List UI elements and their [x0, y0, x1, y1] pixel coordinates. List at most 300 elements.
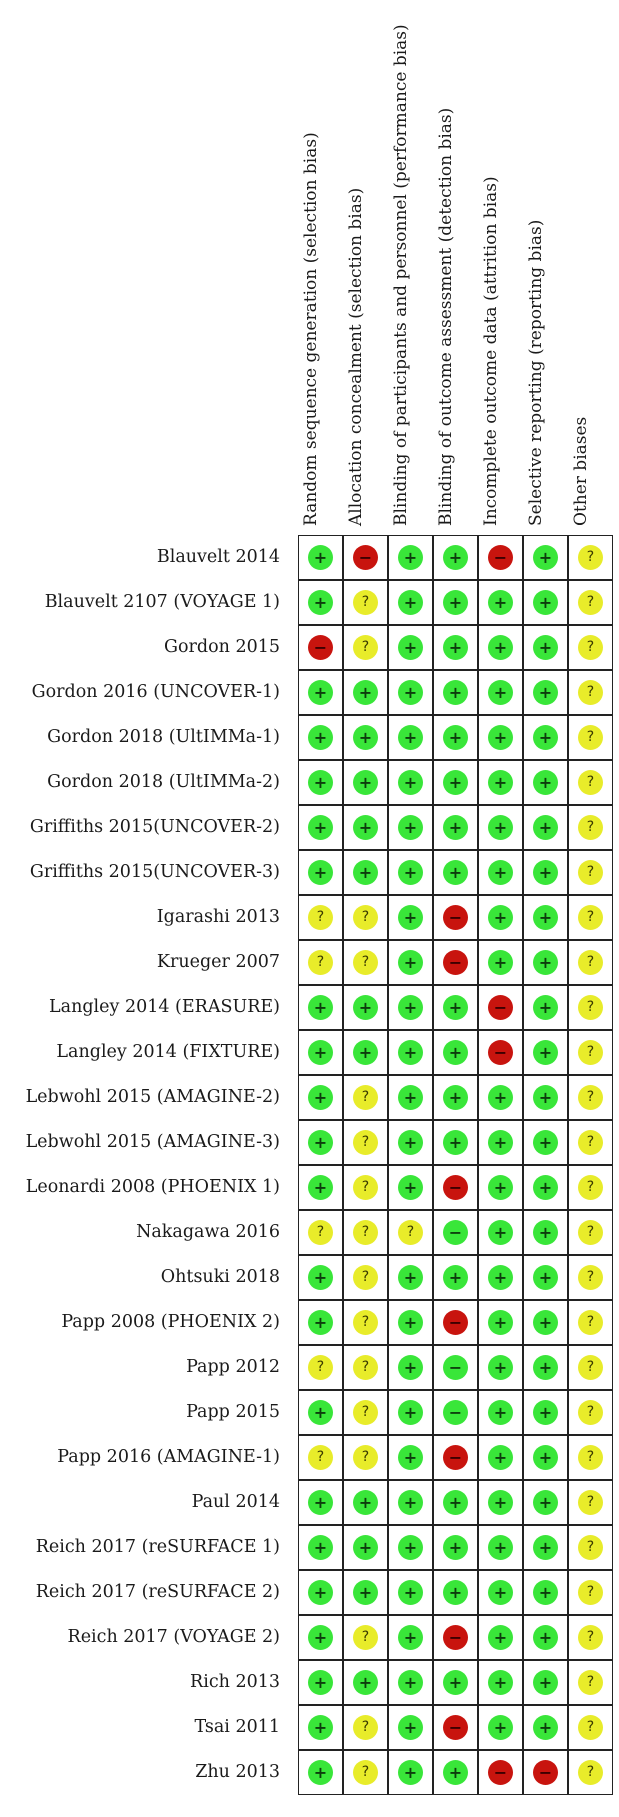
study-row — [0, 1660, 619, 1705]
column-header — [388, 0, 433, 532]
unclear-risk-icon: ? — [353, 1265, 378, 1290]
unclear-risk-icon: ? — [353, 1220, 378, 1245]
column-header — [298, 0, 343, 532]
low-risk-icon: + — [488, 1445, 513, 1470]
low-risk-icon: + — [488, 1535, 513, 1560]
rating-cell — [568, 715, 613, 760]
low-risk-icon: + — [443, 1265, 468, 1290]
low-risk-icon: + — [488, 1265, 513, 1290]
unclear-risk-icon: ? — [398, 1220, 423, 1245]
low-risk-icon: + — [533, 770, 558, 795]
rating-cell — [478, 1525, 523, 1570]
rating-cell — [523, 715, 568, 760]
rating-cell — [298, 1300, 343, 1345]
rating-cell — [343, 1300, 388, 1345]
low-risk-icon: + — [488, 1400, 513, 1425]
unclear-risk-icon: ? — [308, 1355, 333, 1380]
rating-cell — [568, 1615, 613, 1660]
rating-cell — [298, 625, 343, 670]
rating-cell — [568, 1390, 613, 1435]
low-risk-icon: + — [398, 1670, 423, 1695]
low-risk-icon: + — [488, 680, 513, 705]
low-risk-icon: + — [398, 1265, 423, 1290]
rating-cell — [568, 1750, 613, 1795]
unclear-risk-icon: ? — [578, 1040, 603, 1065]
rating-cell — [388, 1255, 433, 1300]
study-row — [0, 1165, 619, 1210]
rating-cell — [523, 535, 568, 580]
unclear-risk-icon: ? — [353, 635, 378, 660]
study-row — [0, 850, 619, 895]
high-risk-icon: − — [488, 545, 513, 570]
low-risk-icon: + — [398, 635, 423, 660]
rating-cell — [388, 1480, 433, 1525]
low-risk-icon: + — [353, 725, 378, 750]
study-label: Papp 2015 — [186, 1402, 280, 1422]
rating-cell — [523, 760, 568, 805]
rating-cell — [433, 1660, 478, 1705]
rating-cell — [568, 1030, 613, 1075]
low-risk-icon: + — [398, 1310, 423, 1335]
study-label: Leonardi 2008 (PHOENIX 1) — [25, 1177, 280, 1197]
rating-cell — [478, 1210, 523, 1255]
rating-cell — [388, 1300, 433, 1345]
low-risk-icon: + — [308, 995, 333, 1020]
study-label: Langley 2014 (FIXTURE) — [56, 1042, 280, 1062]
study-label: Papp 2008 (PHOENIX 2) — [61, 1312, 280, 1332]
rating-cell — [478, 1120, 523, 1165]
study-row — [0, 1525, 619, 1570]
rating-cell — [433, 1165, 478, 1210]
low-risk-icon: + — [488, 770, 513, 795]
rating-cell — [523, 580, 568, 625]
unclear-risk-icon: ? — [578, 1355, 603, 1380]
low-risk-icon: + — [308, 1310, 333, 1335]
rating-cell — [343, 580, 388, 625]
column-headers — [298, 0, 605, 532]
low-risk-icon: + — [533, 590, 558, 615]
low-risk-icon: + — [353, 1670, 378, 1695]
study-label: Papp 2012 — [186, 1357, 280, 1377]
rating-cell — [568, 1075, 613, 1120]
rating-cell — [568, 760, 613, 805]
low-risk-icon: + — [488, 590, 513, 615]
low-risk-icon: + — [398, 1490, 423, 1515]
unclear-risk-icon: ? — [578, 1445, 603, 1470]
low-risk-icon: + — [533, 1625, 558, 1650]
low-risk-icon: + — [488, 725, 513, 750]
low-risk-icon: + — [308, 590, 333, 615]
rating-cell — [568, 1165, 613, 1210]
rating-cell — [523, 1570, 568, 1615]
rating-cell — [478, 1615, 523, 1660]
study-label: Rich 2013 — [190, 1672, 280, 1692]
low-risk-icon: + — [443, 860, 468, 885]
low-risk-icon: + — [488, 860, 513, 885]
study-label: Reich 2017 (reSURFACE 2) — [35, 1582, 280, 1602]
low-risk-icon: + — [398, 995, 423, 1020]
rating-cell — [298, 985, 343, 1030]
low-risk-icon: + — [533, 1265, 558, 1290]
rating-cell — [568, 1525, 613, 1570]
rating-cell — [433, 1075, 478, 1120]
study-label: Gordon 2016 (UNCOVER-1) — [31, 682, 280, 702]
unclear-risk-icon: ? — [353, 1715, 378, 1740]
rating-cell — [298, 1660, 343, 1705]
study-row — [0, 1750, 619, 1795]
rating-cell — [523, 1480, 568, 1525]
low-risk-icon: + — [488, 1625, 513, 1650]
study-label: Gordon 2018 (UltIMMa-1) — [47, 727, 280, 747]
rating-cell — [388, 1435, 433, 1480]
low-risk-icon: + — [488, 1085, 513, 1110]
unclear-risk-icon: ? — [308, 1220, 333, 1245]
rating-cell — [478, 850, 523, 895]
rating-cell — [433, 580, 478, 625]
rating-cell — [478, 1390, 523, 1435]
rating-cell — [388, 715, 433, 760]
rating-cell — [478, 985, 523, 1030]
study-label: Tsai 2011 — [194, 1717, 280, 1737]
rating-cell — [523, 940, 568, 985]
rating-cell — [388, 1075, 433, 1120]
rating-cell — [433, 715, 478, 760]
low-risk-icon: + — [398, 1445, 423, 1470]
low-risk-icon: + — [443, 1130, 468, 1155]
study-row — [0, 1390, 619, 1435]
rating-cell — [298, 1165, 343, 1210]
low-risk-icon: + — [443, 995, 468, 1020]
low-risk-icon: + — [308, 545, 333, 570]
low-risk-icon: + — [488, 1670, 513, 1695]
rating-cell — [298, 1390, 343, 1435]
rating-cell — [343, 1750, 388, 1795]
study-label: Reich 2017 (VOYAGE 2) — [67, 1627, 280, 1647]
rating-cell — [343, 1390, 388, 1435]
rating-cell — [298, 1030, 343, 1075]
unclear-risk-icon: ? — [353, 905, 378, 930]
rating-cell — [388, 850, 433, 895]
rating-cell — [568, 1345, 613, 1390]
high-risk-icon: − — [353, 545, 378, 570]
rating-cell — [388, 625, 433, 670]
low-risk-icon: + — [533, 635, 558, 660]
high-risk-icon: − — [443, 950, 468, 975]
rating-cell — [298, 535, 343, 580]
low-risk-icon: + — [488, 1175, 513, 1200]
unclear-risk-icon: ? — [578, 1580, 603, 1605]
rating-cell — [388, 670, 433, 715]
unclear-risk-icon: ? — [308, 905, 333, 930]
rating-cell — [343, 1480, 388, 1525]
rating-cell — [478, 580, 523, 625]
study-row — [0, 625, 619, 670]
rating-cell — [523, 1750, 568, 1795]
rating-cell — [478, 940, 523, 985]
low-risk-icon: + — [398, 1580, 423, 1605]
rating-cell — [523, 1165, 568, 1210]
low-risk-icon: + — [353, 1535, 378, 1560]
rating-cell — [298, 1255, 343, 1300]
low-risk-icon: + — [443, 1085, 468, 1110]
rating-cell — [298, 1615, 343, 1660]
rating-cell — [343, 1030, 388, 1075]
rating-cell — [568, 625, 613, 670]
column-header-label: Selective reporting (reporting bias) — [526, 219, 546, 526]
rating-cell — [523, 670, 568, 715]
low-risk-icon: + — [353, 770, 378, 795]
study-row — [0, 805, 619, 850]
rating-cell — [568, 1660, 613, 1705]
low-risk-icon: + — [398, 725, 423, 750]
unclear-risk-icon: ? — [353, 1625, 378, 1650]
unclear-risk-icon: ? — [578, 1085, 603, 1110]
low-risk-icon: + — [443, 635, 468, 660]
rating-cell — [343, 715, 388, 760]
unclear-risk-icon: ? — [353, 1175, 378, 1200]
column-header — [343, 0, 388, 532]
minus-icon: − — [443, 1400, 468, 1425]
unclear-risk-icon: ? — [578, 1265, 603, 1290]
rating-cell — [298, 1345, 343, 1390]
rating-cell — [343, 895, 388, 940]
low-risk-icon: + — [533, 1175, 558, 1200]
high-risk-icon: − — [533, 1760, 558, 1785]
low-risk-icon: + — [353, 1490, 378, 1515]
study-label: Nakagawa 2016 — [136, 1222, 280, 1242]
rating-cell — [388, 940, 433, 985]
low-risk-icon: + — [533, 1535, 558, 1560]
rating-cell — [388, 1390, 433, 1435]
rating-cell — [433, 1435, 478, 1480]
unclear-risk-icon: ? — [353, 1400, 378, 1425]
study-row — [0, 940, 619, 985]
rating-cell — [343, 850, 388, 895]
low-risk-icon: + — [488, 1310, 513, 1335]
rating-cell — [343, 1705, 388, 1750]
column-header — [478, 0, 523, 532]
unclear-risk-icon: ? — [578, 1400, 603, 1425]
high-risk-icon: − — [488, 1040, 513, 1065]
minus-icon: − — [443, 1355, 468, 1380]
high-risk-icon: − — [443, 1175, 468, 1200]
high-risk-icon: − — [443, 1445, 468, 1470]
low-risk-icon: + — [398, 1625, 423, 1650]
low-risk-icon: + — [398, 1715, 423, 1740]
unclear-risk-icon: ? — [578, 725, 603, 750]
study-row — [0, 1120, 619, 1165]
rating-cell — [523, 850, 568, 895]
rating-cell — [478, 1480, 523, 1525]
rating-cell — [523, 1345, 568, 1390]
rating-cell — [433, 985, 478, 1030]
rating-cell — [478, 1165, 523, 1210]
unclear-risk-icon: ? — [578, 1535, 603, 1560]
study-label: Lebwohl 2015 (AMAGINE-3) — [25, 1132, 280, 1152]
rating-cell — [433, 850, 478, 895]
rating-cell — [478, 1345, 523, 1390]
study-row — [0, 1030, 619, 1075]
rating-cell — [568, 535, 613, 580]
low-risk-icon: + — [533, 1400, 558, 1425]
unclear-risk-icon: ? — [578, 1310, 603, 1335]
rating-cell — [523, 985, 568, 1030]
rating-cell — [568, 895, 613, 940]
rating-cell — [388, 895, 433, 940]
rating-cell — [568, 1705, 613, 1750]
rating-cell — [298, 580, 343, 625]
study-row — [0, 1480, 619, 1525]
rating-cell — [478, 1750, 523, 1795]
unclear-risk-icon: ? — [578, 815, 603, 840]
rating-cell — [343, 625, 388, 670]
rating-cell — [478, 625, 523, 670]
study-label: Reich 2017 (reSURFACE 1) — [35, 1537, 280, 1557]
high-risk-icon: − — [488, 995, 513, 1020]
low-risk-icon: + — [398, 1085, 423, 1110]
rating-cell — [478, 1705, 523, 1750]
rating-cell — [343, 1345, 388, 1390]
rating-cell — [343, 1165, 388, 1210]
study-label: Zhu 2013 — [195, 1762, 280, 1782]
study-row — [0, 670, 619, 715]
rating-cell — [568, 1480, 613, 1525]
low-risk-icon: + — [308, 1625, 333, 1650]
rating-cell — [388, 1660, 433, 1705]
low-risk-icon: + — [533, 725, 558, 750]
unclear-risk-icon: ? — [578, 1760, 603, 1785]
unclear-risk-icon: ? — [578, 950, 603, 975]
rating-cell — [298, 1075, 343, 1120]
study-row — [0, 1255, 619, 1300]
low-risk-icon: + — [308, 770, 333, 795]
rating-cell — [478, 1660, 523, 1705]
rating-cell — [388, 1210, 433, 1255]
low-risk-icon: + — [398, 1040, 423, 1065]
low-risk-icon: + — [398, 950, 423, 975]
unclear-risk-icon: ? — [353, 1445, 378, 1470]
low-risk-icon: + — [488, 905, 513, 930]
low-risk-icon: + — [533, 860, 558, 885]
study-row — [0, 1345, 619, 1390]
unclear-risk-icon: ? — [578, 860, 603, 885]
low-risk-icon: + — [533, 1445, 558, 1470]
rating-cell — [343, 940, 388, 985]
rating-cell — [433, 625, 478, 670]
low-risk-icon: + — [443, 545, 468, 570]
rating-cell — [523, 895, 568, 940]
low-risk-icon: + — [308, 1130, 333, 1155]
rating-cell — [388, 1750, 433, 1795]
study-row — [0, 1300, 619, 1345]
low-risk-icon: + — [398, 1400, 423, 1425]
study-row — [0, 895, 619, 940]
low-risk-icon: + — [488, 950, 513, 975]
low-risk-icon: + — [398, 1535, 423, 1560]
unclear-risk-icon: ? — [578, 995, 603, 1020]
study-label: Gordon 2015 — [164, 637, 280, 657]
rating-cell — [343, 985, 388, 1030]
rating-cell — [433, 1525, 478, 1570]
low-risk-icon: + — [353, 815, 378, 840]
low-risk-icon: + — [443, 680, 468, 705]
rating-cell — [433, 940, 478, 985]
rating-cell — [523, 1390, 568, 1435]
low-risk-icon: + — [308, 1535, 333, 1560]
rating-cell — [478, 1030, 523, 1075]
unclear-risk-icon: ? — [578, 905, 603, 930]
study-label: Blauvelt 2014 — [156, 547, 280, 567]
unclear-risk-icon: ? — [353, 590, 378, 615]
low-risk-icon: + — [398, 590, 423, 615]
low-risk-icon: + — [533, 1310, 558, 1335]
low-risk-icon: + — [308, 1490, 333, 1515]
low-risk-icon: + — [398, 545, 423, 570]
low-risk-icon: + — [308, 1265, 333, 1290]
rating-cell — [343, 1075, 388, 1120]
low-risk-icon: + — [308, 725, 333, 750]
unclear-risk-icon: ? — [308, 950, 333, 975]
unclear-risk-icon: ? — [578, 590, 603, 615]
rating-cell — [523, 1120, 568, 1165]
study-label: Papp 2016 (AMAGINE-1) — [57, 1447, 280, 1467]
unclear-risk-icon: ? — [578, 1625, 603, 1650]
low-risk-icon: + — [443, 1580, 468, 1605]
rating-cell — [298, 850, 343, 895]
study-label: Griffiths 2015(UNCOVER-3) — [29, 862, 280, 882]
rating-cell — [298, 1705, 343, 1750]
rating-cell — [568, 580, 613, 625]
low-risk-icon: + — [308, 1175, 333, 1200]
rating-cell — [568, 850, 613, 895]
low-risk-icon: + — [308, 1715, 333, 1740]
rating-cell — [388, 1570, 433, 1615]
rating-cell — [388, 1030, 433, 1075]
low-risk-icon: + — [533, 815, 558, 840]
low-risk-icon: + — [353, 680, 378, 705]
column-header — [523, 0, 568, 532]
low-risk-icon: + — [443, 1670, 468, 1695]
rating-cell — [568, 940, 613, 985]
rating-cell — [433, 895, 478, 940]
rating-cell — [343, 1615, 388, 1660]
rating-cell — [343, 1435, 388, 1480]
rating-cell — [433, 760, 478, 805]
rating-cell — [433, 670, 478, 715]
rating-cell — [523, 805, 568, 850]
study-label: Griffiths 2015(UNCOVER-2) — [29, 817, 280, 837]
rating-cell — [388, 805, 433, 850]
low-risk-icon: + — [443, 590, 468, 615]
high-risk-icon: − — [488, 1760, 513, 1785]
low-risk-icon: + — [353, 1040, 378, 1065]
column-header — [568, 0, 613, 532]
low-risk-icon: + — [308, 1670, 333, 1695]
unclear-risk-icon: ? — [353, 1310, 378, 1335]
rating-cell — [478, 1570, 523, 1615]
rating-cell — [433, 1570, 478, 1615]
rating-cell — [568, 1300, 613, 1345]
high-risk-icon: − — [443, 905, 468, 930]
unclear-risk-icon: ? — [353, 1355, 378, 1380]
unclear-risk-icon: ? — [578, 1490, 603, 1515]
low-risk-icon: + — [533, 1490, 558, 1515]
rating-cell — [298, 1435, 343, 1480]
rating-cell — [433, 805, 478, 850]
rating-cell — [523, 625, 568, 670]
rating-cell — [478, 760, 523, 805]
study-label: Blauvelt 2107 (VOYAGE 1) — [44, 592, 280, 612]
